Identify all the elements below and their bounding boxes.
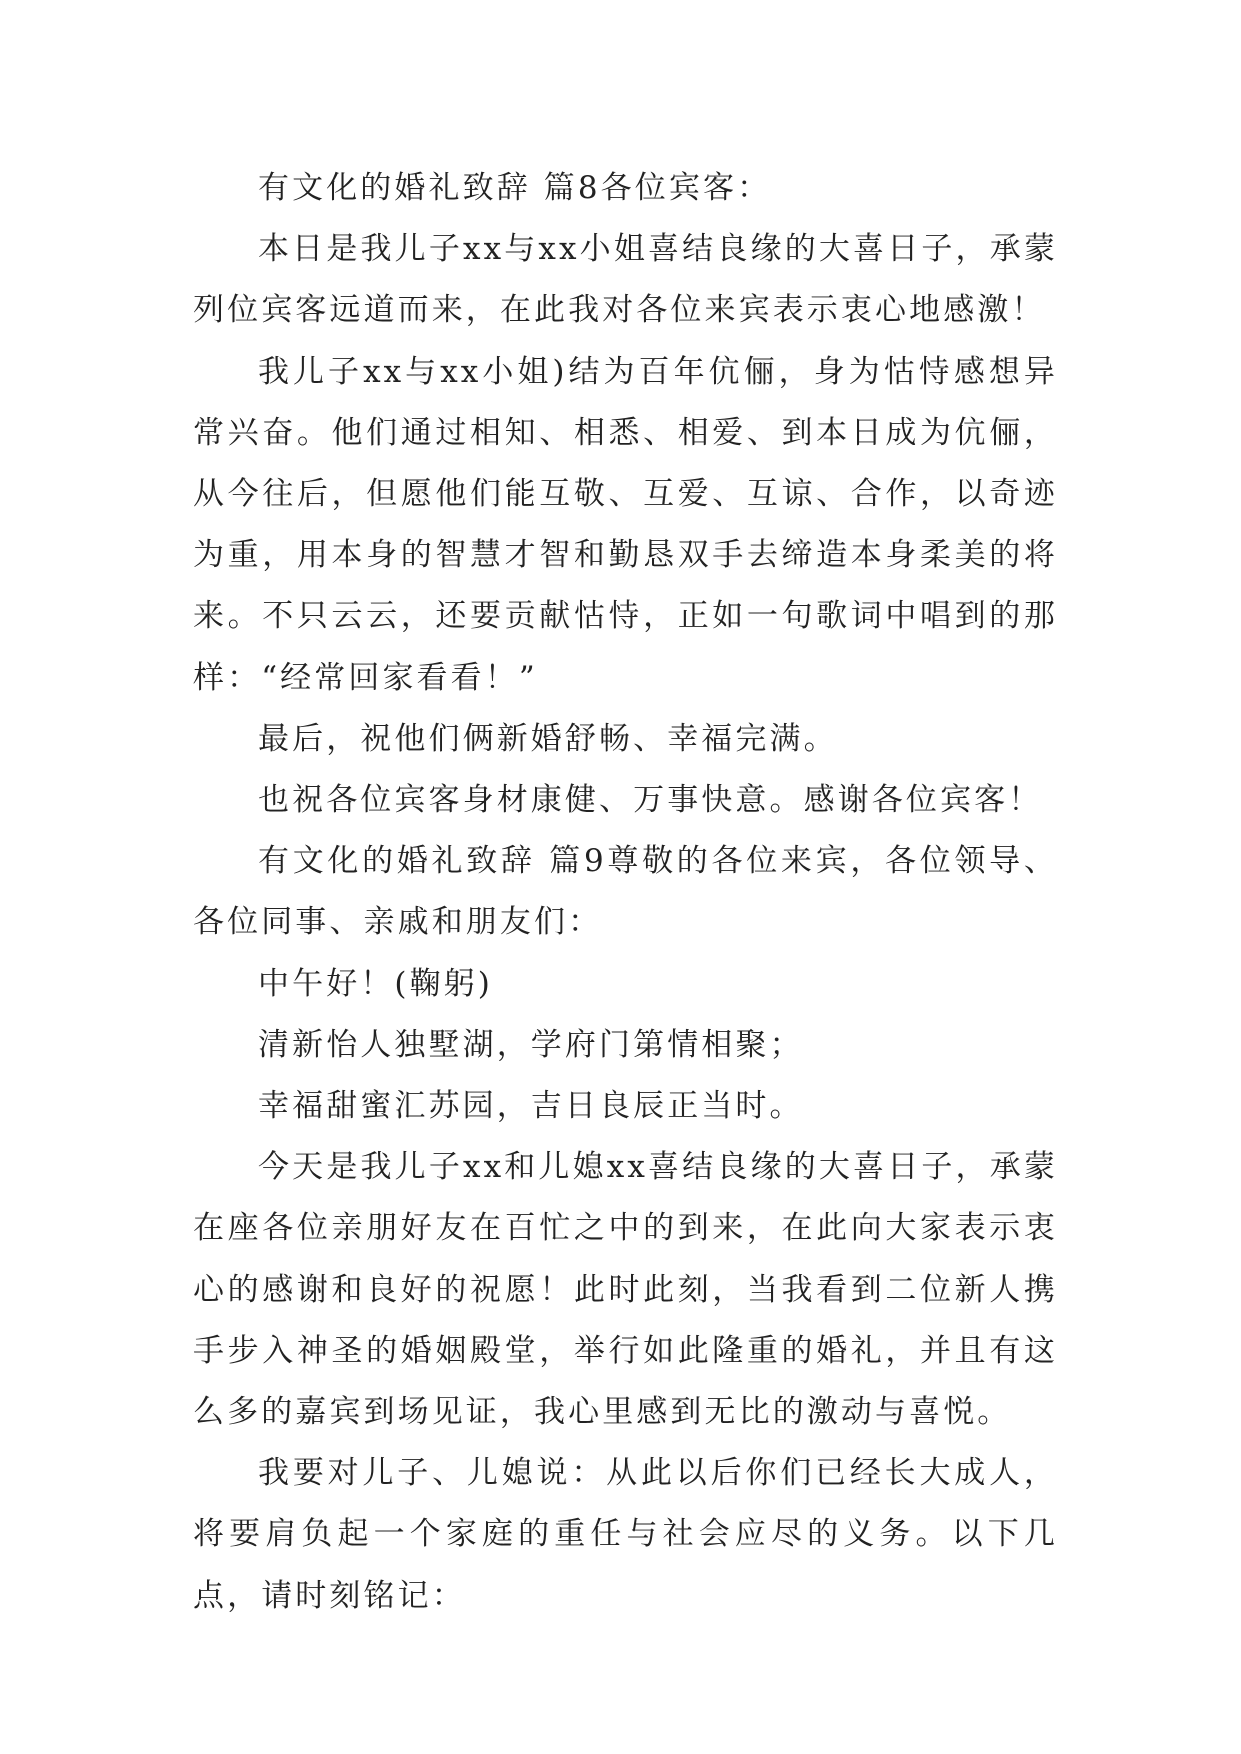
paragraph-6: 有文化的婚礼致辞 篇9尊敬的各位来宾，各位领导、各位同事、亲戚和朋友们： <box>193 843 1058 941</box>
paragraph-4: 最后，祝他们俩新婚舒畅、幸福完满。 <box>258 720 838 757</box>
paragraph-1: 有文化的婚礼致辞 篇8各位宾客： <box>258 170 772 206</box>
paragraph-7: 中午好！(鞠躬) <box>258 965 493 1002</box>
paragraph-3: 我儿子xx与xx小姐)结为百年伉俪，身为怙恃感想异常兴奋。他们通过相知、相悉、相爱、到本日成为伉俪，从今往后，但愿他们能互敬、互爱、互谅、合作，以奇迹为重，用本身的智慧才智和勤恳双手去缔造本身柔美的将来。不只云云，还要贡献怙恃，正如一句歌词中唱到的那样：“经常回家看看！” <box>193 353 1058 696</box>
document-body <box>193 158 1058 1627</box>
paragraph-11: 我要对儿子、儿媳说：从此以后你们已经长大成人，将要肩负起一个家庭的重任与社会应尽的义务。以下几点，请时刻铭记： <box>193 1455 1058 1614</box>
paragraph-2: 本日是我儿子xx与xx小姐喜结良缘的大喜日子，承蒙列位宾客远道而来，在此我对各位来宾表示衷心地感激！ <box>193 231 1058 329</box>
paragraph-10: 今天是我儿子xx和儿媳xx喜结良缘的大喜日子，承蒙在座各位亲朋好友在百忙之中的到来，在此向大家表示衷心的感谢和良好的祝愿！此时此刻，当我看到二位新人携手步入神圣的婚姻殿堂，举行如此隆重的婚礼，并且有这么多的嘉宾到场见证，我心里感到无比的激动与喜悦。 <box>193 1149 1058 1431</box>
paragraph-8: 清新怡人独墅湖，学府门第情相聚； <box>258 1026 804 1063</box>
paragraph-5: 也祝各位宾客身材康健、万事快意。感谢各位宾客！ <box>258 782 1043 819</box>
paragraph-9: 幸福甜蜜汇苏园，吉日良辰正当时。 <box>258 1088 804 1125</box>
